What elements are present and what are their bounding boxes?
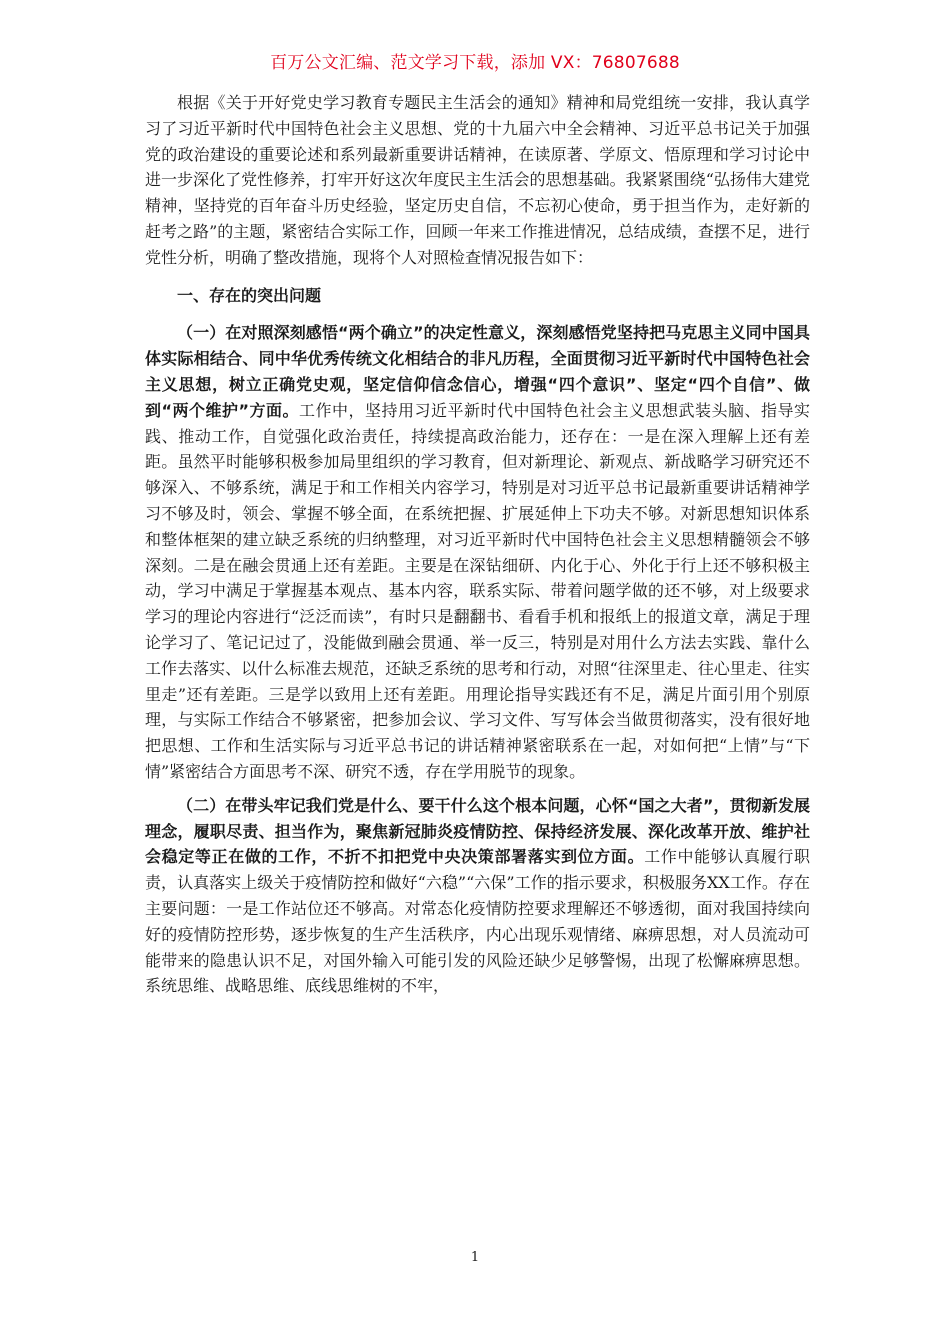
issue-paragraph-2 (145, 793, 810, 999)
issue-paragraph-1 (145, 320, 810, 784)
document-body (145, 90, 810, 999)
issue-2-title: （二）在带头牢记我们党是什么、要干什么这个根本问题，心怀“国之大者”，贯彻新发展理念，履职尽责、担当作为，聚焦新冠肺炎疫情防控、保持经济发展、深化改革开放、维护社会稳定等正在做的工作，不折不扣把党中央决策部署落实到位方面。 (145, 795, 810, 867)
section-heading: 一、存在的突出问题 (177, 285, 322, 305)
header-banner: 百万公文汇编、范文学习下载，添加 VX：76807688 (270, 53, 680, 73)
issue-1-title: （一）在对照深刻感悟“两个确立”的决定性意义，深刻感悟党坚持把马克思主义同中国具体实际相结合、同中华优秀传统文化相结合的非凡历程，全面贯彻习近平新时代中国特色社会主义思想，树立正确党史观，坚定信仰信念信心，增强“四个意识”、坚定“四个自信”、做到“两个维护”方面。 (145, 323, 810, 420)
issue-2-text: 工作中能够认真履行职责，认真落实上级关于疫情防控和做好“六稳”“六保”工作的指示要求，积极服务XX工作。存在主要问题：一是工作站位还不够高。对常态化疫情防控要求理解还不够透彻，面对我国持续向好的疫情防控形势，逐步恢复的生产生活秩序，内心出现乐观情绪、麻痹思想，对人员流动可能带来的隐患认识不足，对国外输入可能引发的风险还缺少足够警惕，出现了松懈麻痹思想。系统思维、战略思维、底线思维树的不牢， (145, 847, 810, 996)
issue-1-text: 工作中，坚持用习近平新时代中国特色社会主义思想武装头脑、指导实践、推动工作，自觉强化政治责任，持续提高政治能力，还存在：一是在深入理解上还有差距。虽然平时能够积极参加局里组织的学习教育，但对新理论、新观点、新战略学习研究还不够深入、不够系统，满足于和工作相关内容学习，特别是对习近平总书记最新重要讲话精神学习不够及时，领会、掌握不够全面，在系统把握、扩展延伸上下功夫不够。对新思想知识体系和整体框架的建立缺乏系统的归纳整理，对习近平新时代中国特色社会主义思想精髓领会不够深刻。二是在融会贯通上还有差距。主要是在深钻细研、内化于心、外化于行上还不够积极主动，学习中满足于掌握基本观点、基本内容，联系实际、带着问题学做的还不够，对上级要求学习的理论内容进行“泛泛而读”，有时只是翻翻书、看看手机和报纸上的报道文章，满足于理论学习了、笔记记过了，没能做到融会贯通、举一反三，特别是对用什么方法去实践、靠什么工作去落实、以什么标准去规范，还缺乏系统的思考和行动，对照“往深里走、往心里走、往实里走”还有差距。三是学以致用上还有差距。用理论指导实践还有不足，满足片面引用个别原理，与实际工作结合不够紧密，把参加会议、学习文件、写写体会当做贯彻落实，没有很好地把思想、工作和生活实际与习近平总书记的讲话精神紧密联系在一起，对如何把“上情”与“下情”紧密结合方面思考不深、研究不透，存在学用脱节的现象。 (145, 400, 810, 781)
page-number: 1 (470, 1250, 480, 1265)
intro-paragraph: 根据《关于开好党史学习教育专题民主生活会的通知》精神和局党组统一安排，我认真学习了习近平新时代中国特色社会主义思想、党的十九届六中全会精神、习近平总书记关于加强党的政治建设的重要论述和系列最新重要讲话精神，在读原著、学原文、悟原理和学习讨论中进一步深化了党性修养，打牢开好这次年度民主生活会的思想基础。我紧紧围绕“弘扬伟大建党精神，坚持党的百年奋斗历史经验，坚定历史自信，不忘初心使命，勇于担当作为，走好新的赶考之路”的主题，紧密结合实际工作，回顾一年来工作推进情况，总结成绩，查摆不足，进行党性分析，明确了整改措施，现将个人对照检查情况报告如下： (145, 93, 810, 267)
